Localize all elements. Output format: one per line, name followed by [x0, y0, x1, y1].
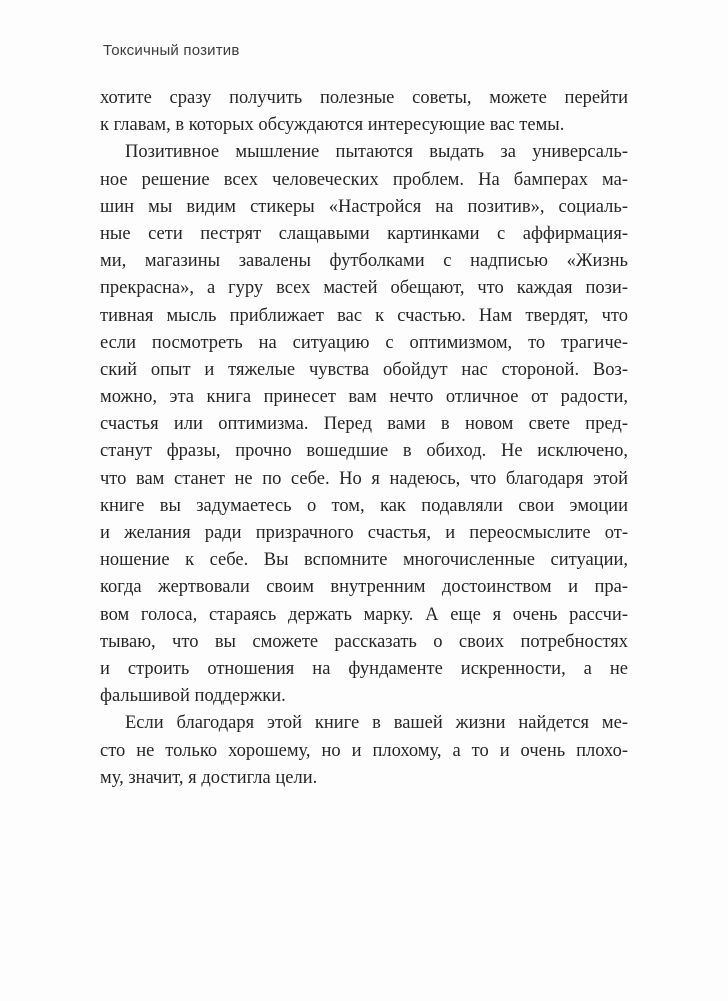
text-line: если посмотреть на ситуацию с оптимизмом, то трагиче-	[100, 332, 628, 353]
text-line: тываю, что вы сможете рассказать о своих потребностях	[100, 631, 628, 652]
text-line: хотите сразу получить полезные советы, можете перейти	[100, 88, 628, 108]
text-line: вом голоса, стараясь держать марку. А еще я очень рассчи-	[100, 604, 628, 625]
text-line: и желания ради призрачного счастья, и переосмыслите от-	[100, 523, 628, 543]
body-text	[100, 85, 628, 792]
text-line: когда жертвовали своим внутренним достоинством и пра-	[100, 577, 628, 598]
text-line: можно, эта книга принесет вам нечто отличное от радости,	[100, 387, 628, 408]
text-line: ные сети пестрят слащавыми картинками с аффирмация-	[100, 223, 628, 244]
text-line: прекрасна», а гуру всех мастей обещают, что каждая пози-	[100, 278, 628, 299]
running-head: Токсичный позитив	[103, 42, 240, 59]
text-line: тивная мысль приближает вас к счастью. Нам твердят, что	[100, 305, 628, 326]
text-line: и строить отношения на фундаменте искренности, а не	[100, 658, 628, 679]
text-line: ми, магазины завалены футболками с надписью «Жизнь	[100, 251, 628, 272]
text-line: Позитивное мышление пытаются выдать за универсаль-	[125, 142, 628, 163]
text-line: шин мы видим стикеры «Настройся на позитив», социаль-	[100, 196, 628, 217]
text-line: счастья или оптимизма. Перед вами в новом свете пред-	[100, 414, 628, 435]
text-line: к главам, в которых обсуждаются интересующие вас темы.	[100, 115, 565, 136]
text-line: что вам станет не по себе. Но я надеюсь, что благодаря этой	[100, 468, 628, 489]
text-line: Если благодаря этой книге в вашей жизни найдется ме-	[125, 713, 628, 734]
text-line: сто не только хорошему, но и плохому, а то и очень плохо-	[100, 740, 628, 761]
text-line: фальшивой поддержки.	[100, 686, 286, 707]
text-line: книге вы задумаетесь о том, как подавляли свои эмоции	[100, 495, 628, 516]
text-line: станут фразы, прочно вошедшие в обиход. Не исключено,	[100, 441, 628, 462]
text-line: ное решение всех человеческих проблем. На бамперах ма-	[100, 169, 628, 190]
text-line: му, значит, я достигла цели.	[100, 767, 318, 788]
text-line: ский опыт и тяжелые чувства обойдут нас стороной. Воз-	[100, 359, 628, 380]
text-line: ношение к себе. Вы вспомните многочисленные ситуации,	[100, 550, 628, 571]
